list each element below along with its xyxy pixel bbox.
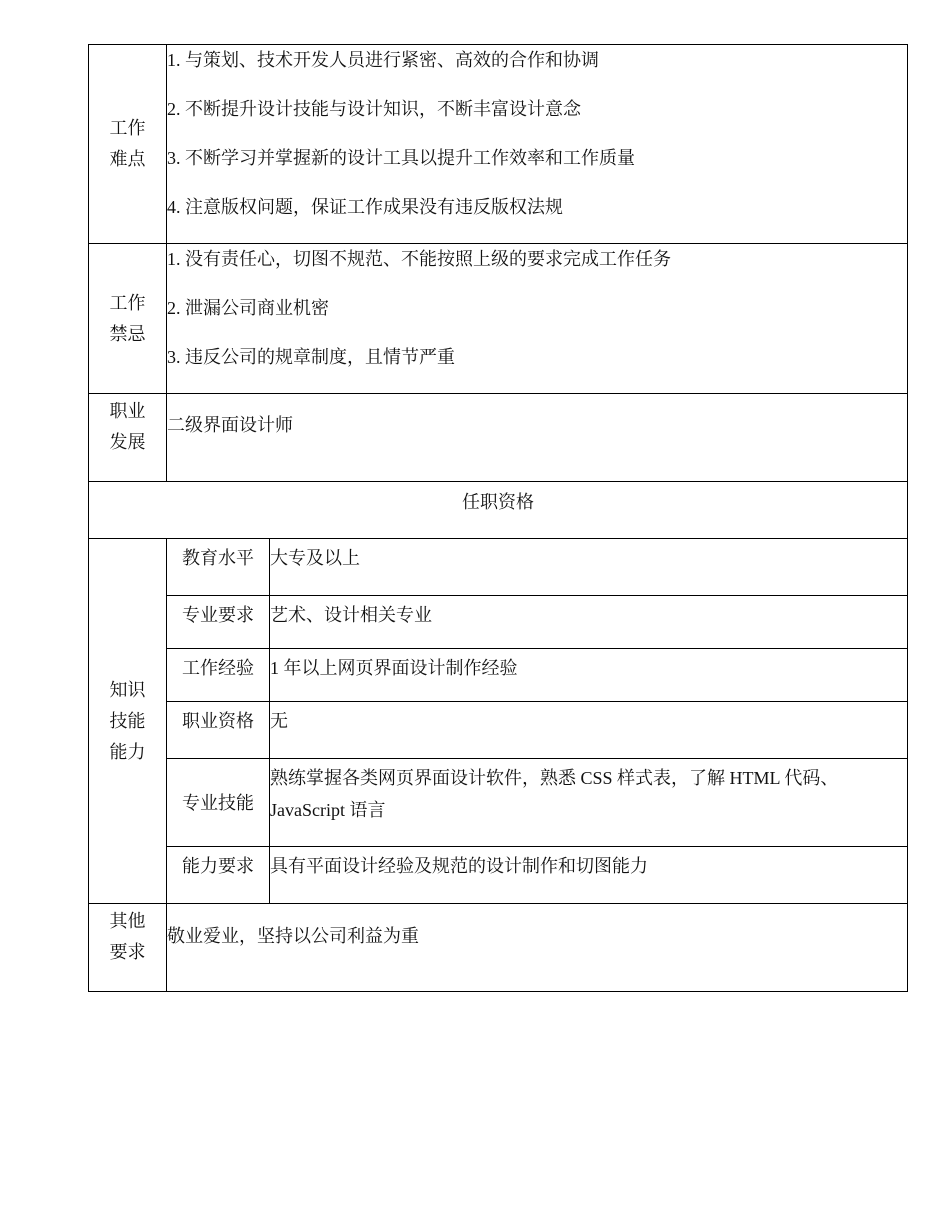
experience-label: 工作经验 xyxy=(167,649,270,702)
row-other xyxy=(89,904,908,992)
row-difficulties xyxy=(89,45,908,244)
other-content xyxy=(167,904,908,992)
difficulty-item: 3. 不断学习并掌握新的设计工具以提升工作效率和工作质量 xyxy=(167,148,635,168)
other-value: 敬业爱业，坚持以公司利益为重 xyxy=(167,926,419,946)
education-label: 教育水平 xyxy=(167,539,270,596)
taboo-item: 2. 泄漏公司商业机密 xyxy=(167,298,329,318)
taboo-item: 1. 没有责任心，切图不规范、不能按照上级的要求完成工作任务 xyxy=(167,249,671,269)
difficulty-item: 2. 不断提升设计技能与设计知识，不断丰富设计意念 xyxy=(167,99,581,119)
other-label: 其他 要求 xyxy=(89,904,167,992)
difficulty-item: 1. 与策划、技术开发人员进行紧密、高效的合作和协调 xyxy=(167,50,599,70)
ability-value: 具有平面设计经验及规范的设计制作和切图能力 xyxy=(270,847,908,904)
difficulty-item: 4. 注意版权问题，保证工作成果没有违反版权法规 xyxy=(167,197,563,217)
row-taboos xyxy=(89,244,908,394)
row-major xyxy=(89,596,908,649)
taboo-item: 3. 违反公司的规章制度，且情节严重 xyxy=(167,347,455,367)
certification-label: 职业资格 xyxy=(167,702,270,759)
major-label: 专业要求 xyxy=(167,596,270,649)
career-content xyxy=(167,394,908,482)
row-education xyxy=(89,539,908,596)
row-qualifications-header xyxy=(89,482,908,539)
row-skills xyxy=(89,759,908,847)
knowledge-skills-label: 知识 技能 能力 xyxy=(89,539,167,904)
experience-value: 1 年以上网页界面设计制作经验 xyxy=(270,649,908,702)
certification-value: 无 xyxy=(270,702,908,759)
row-career xyxy=(89,394,908,482)
skills-value-line: JavaScript 语言 xyxy=(270,800,386,820)
job-description-table xyxy=(88,44,908,992)
education-value: 大专及以上 xyxy=(270,539,908,596)
ability-label: 能力要求 xyxy=(167,847,270,904)
taboos-content xyxy=(167,244,908,394)
row-ability xyxy=(89,847,908,904)
row-experience xyxy=(89,649,908,702)
skills-value-line: 熟练掌握各类网页界面设计软件，熟悉 CSS 样式表，了解 HTML 代码、 xyxy=(270,768,839,788)
difficulties-label: 工作 难点 xyxy=(89,45,167,244)
career-value: 二级界面设计师 xyxy=(167,415,293,435)
qualifications-header: 任职资格 xyxy=(89,482,908,539)
career-label: 职业 发展 xyxy=(89,394,167,482)
skills-value xyxy=(270,759,908,847)
taboos-label: 工作 禁忌 xyxy=(89,244,167,394)
row-certification xyxy=(89,702,908,759)
difficulties-content xyxy=(167,45,908,244)
major-value: 艺术、设计相关专业 xyxy=(270,596,908,649)
skills-label: 专业技能 xyxy=(167,759,270,847)
